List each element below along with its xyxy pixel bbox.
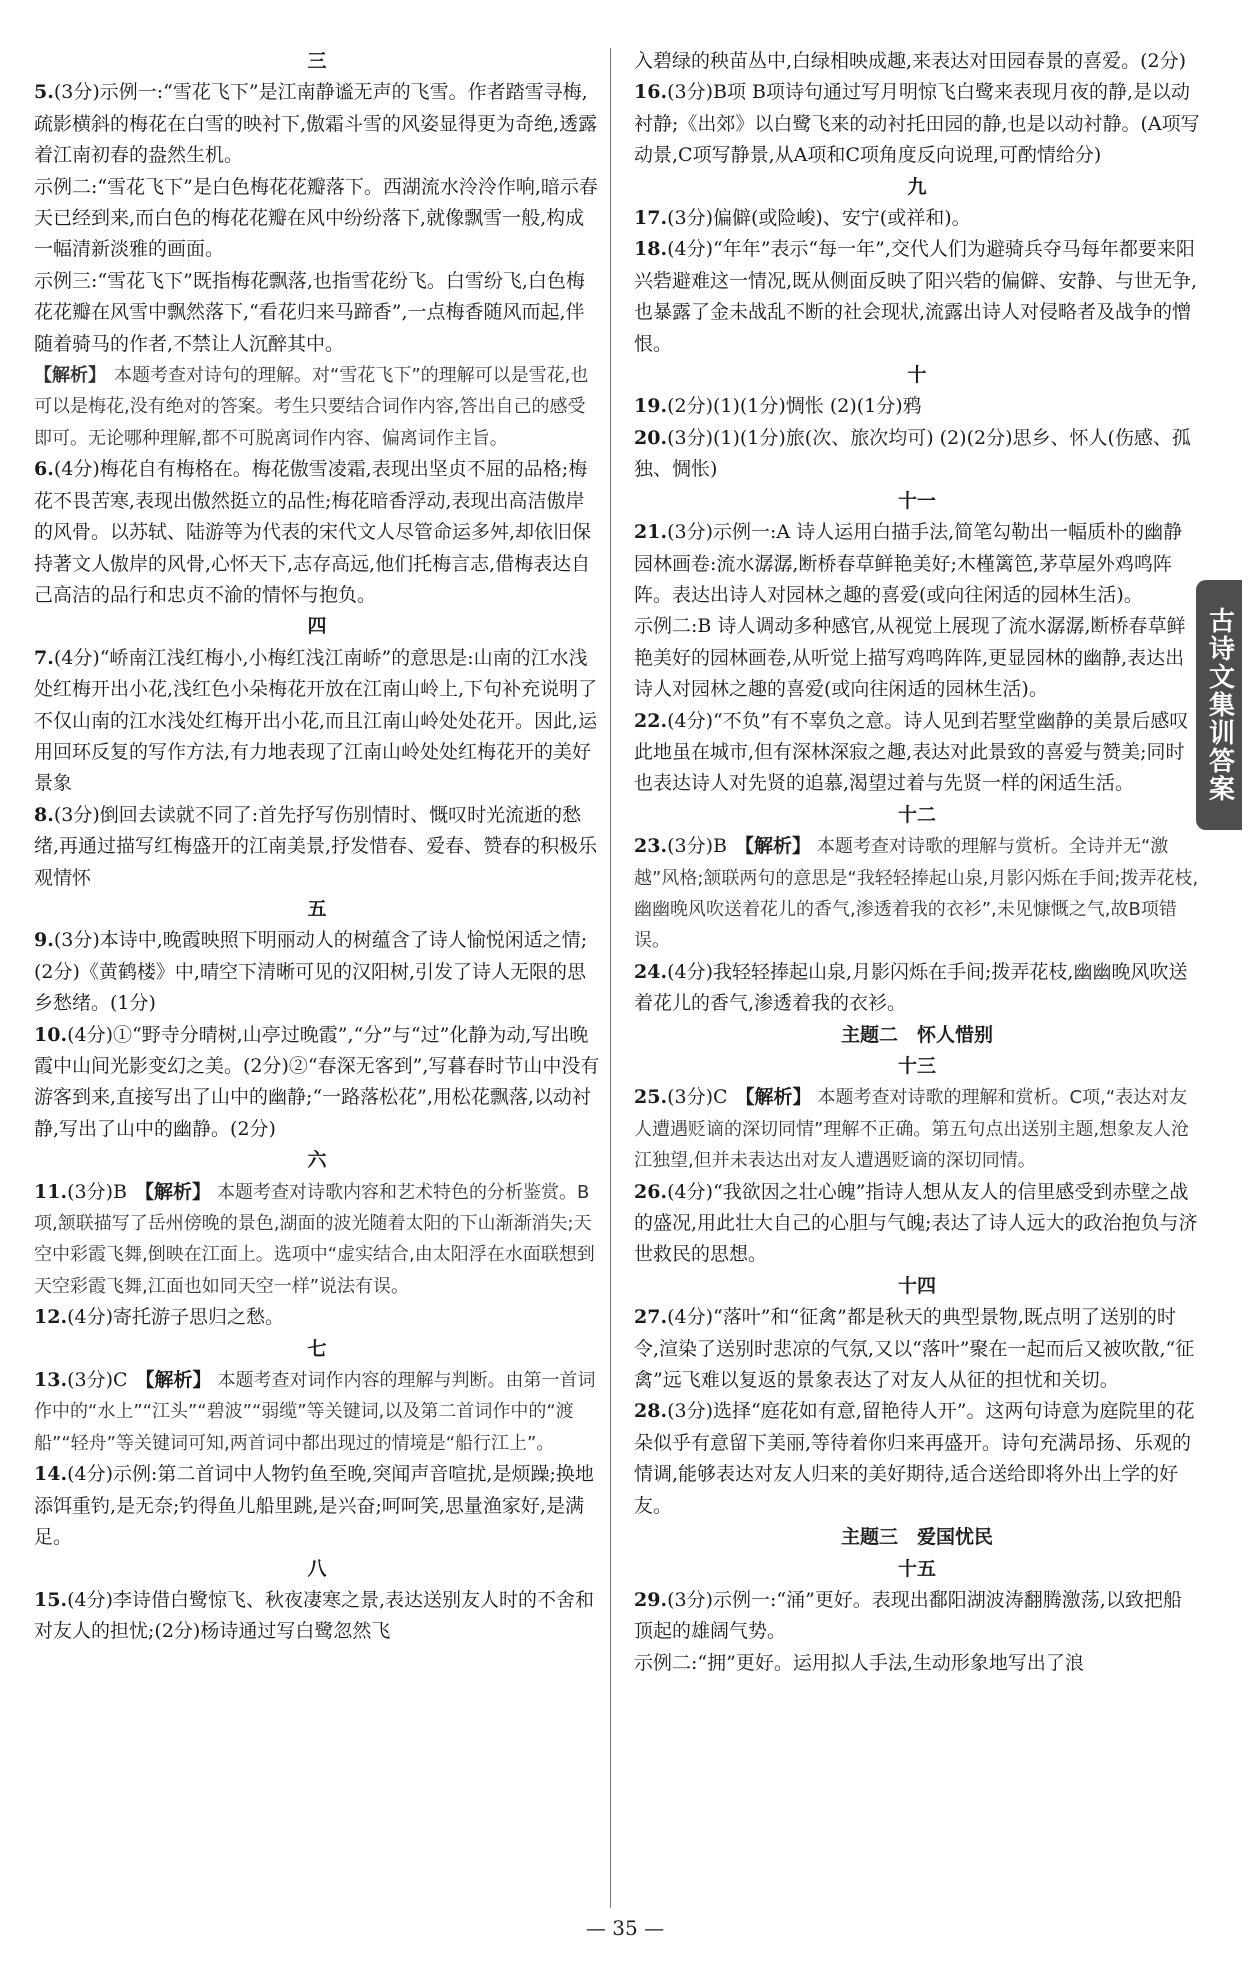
answer-text: (4分)“年年”表示“每一年”,交代人们为避骑兵夺马每年都要来阳兴砦避难这一情况,既从侧面反映了阳兴砦的偏僻、安静、与世无争,也暴露了金未战乱不断的社会现状,流露出诗人对侵略者及战争的憎恨。: [634, 238, 1198, 355]
section-heading: 十二: [897, 803, 936, 826]
section-heading: 十一: [897, 489, 936, 512]
question-number: 8.: [34, 803, 54, 826]
question-number: 26.: [634, 1180, 668, 1203]
section-heading: 十五: [897, 1557, 936, 1580]
question-number: 6.: [34, 458, 54, 481]
answer-text: (3分)本诗中,晚霞映照下明丽动人的树蕴含了诗人愉悦闲适之情;(2分)《黄鹤楼》中,晴空下清晰可见的汉阳树,引发了诗人无限的思乡愁绪。(1分): [34, 929, 588, 1015]
example-paragraph: 示例三:“雪花飞下”既指梅花飘落,也指雪花纷飞。白雪纷飞,白色梅花花瓣在风雪中飘然落下,“看花归来马蹄香”,一点梅香随风而起,伴随着骑马的作者,不禁让人沉醉其中。: [34, 269, 585, 355]
answer-item: [34, 1365, 600, 1459]
analysis-tag: 【解析】: [134, 1180, 211, 1203]
question-number: 25.: [634, 1086, 668, 1109]
question-number: 20.: [634, 426, 668, 449]
section-heading: 十四: [897, 1274, 936, 1297]
answer-item: [634, 1177, 1200, 1271]
section-heading: 主题三 爱国忧民: [840, 1526, 993, 1549]
right-column: [634, 46, 1200, 1679]
answer-item: [34, 1177, 600, 1303]
question-number: 29.: [634, 1588, 668, 1611]
section-heading: 六: [307, 1149, 327, 1172]
answer-text: (4分)“落叶”和“征禽”都是秋天的典型景物,既点明了送别的时令,渲染了送别时悲凉的气氛,又以“落叶”聚在一起而后又被吹散,“征禽”远飞难以复返的景象表达了对友人从征的担忧和关切。: [634, 1306, 1195, 1392]
analysis-tag: 【解析】: [34, 365, 106, 387]
answer-text: (3分)B项 B项诗句通过写月明惊飞白鹭来表现月夜的静,是以动衬静;《出郊》以白鹭飞来的动衬托田园的静,也是以动衬静。(A项写动景,C项写静景,从A项和C项角度反向说理,可酌情给分): [634, 81, 1200, 167]
analysis-tag: 【解析】: [735, 1086, 812, 1109]
column-divider: [610, 48, 611, 1908]
answer-text: (3分)示例一:“涌”更好。表现出鄱阳湖波涛翻腾激荡,以致把船顶起的雄阔气势。: [634, 1588, 1182, 1643]
analysis-text: 本题考查对诗歌内容和艺术特色的分析鉴赏。B项,颔联描写了岳州傍晚的景色,湖面的波光随着太阳的下山渐渐消失;天空中彩霞飞舞,倒映在江面上。选项中“虚实结合,由太阳浮在水面联想到天空彩霞飞舞,江面也如同天空一样”说法有误。: [34, 1181, 595, 1297]
question-number: 28.: [634, 1400, 668, 1423]
analysis-tag: 【解析】: [135, 1369, 212, 1392]
analysis-text: 本题考查对诗句的理解。对“雪花飞下”的理解可以是雪花,也可以是梅花,没有绝对的答案。考生只要结合词作内容,答出自己的感受即可。无论哪种理解,都不可脱离词作内容、偏离词作主旨。: [34, 365, 589, 449]
section-heading: 主题二 怀人惜别: [840, 1023, 993, 1046]
analysis-text: 本题考查对词作内容的理解与判断。由第一首词作中的“水上”“江头”“碧波”“弱缆”等关键词,以及第二首词作中的“渡船”“轻舟”等关键词可知,两首词中都出现过的情境是“船行江上”。: [34, 1370, 596, 1454]
question-number: 11.: [34, 1180, 68, 1203]
question-number: 18.: [634, 238, 668, 261]
answer-text: (3分)偏僻(或险峻)、安宁(或祥和)。: [667, 207, 971, 230]
section-heading: 八: [307, 1557, 327, 1580]
answer-item: [634, 1082, 1200, 1176]
left-column: [34, 46, 600, 1648]
answer-item: [34, 643, 600, 800]
answer-item: [634, 203, 1200, 234]
answer-item: [634, 517, 1200, 611]
section-heading: 五: [307, 897, 327, 920]
answer-text: (4分)①“野寺分晴树,山亭过晚霞”,“分”与“过”化静为动,写出晚霞中山间光影变幻之美。(2分)②“春深无客到”,写暮春时节山中没有游客到来,直接写出了山中的幽静;“一路落松花”,用松花飘落,以动衬静,写出了山中的幽静。(2分): [34, 1023, 600, 1140]
answer-text: (3分)C: [67, 1369, 128, 1392]
question-number: 9.: [34, 929, 54, 952]
question-number: 24.: [634, 960, 668, 983]
answer-text: (4分)李诗借白鹭惊飞、秋夜凄寒之景,表达送别友人时的不舍和对友人的担忧;(2分)杨诗通过写白鹭忽然飞: [34, 1588, 595, 1643]
section-heading: 七: [307, 1337, 327, 1360]
answer-text: (4分)寄托游子思归之愁。: [67, 1306, 284, 1329]
question-number: 13.: [34, 1369, 68, 1392]
question-number: 21.: [634, 521, 668, 544]
answer-text: (4分)示例:第二首词中人物钓鱼至晚,突闻声音喧扰,是烦躁;换地添饵重钓,是无奈;钓得鱼儿船里跳,是兴奋;呵呵笑,思量渔家好,是满足。: [34, 1463, 594, 1549]
analysis-text: 本题考查对诗歌的理解和赏析。C项,“表达对友人遭遇贬谪的深切同情”理解不正确。第五句点出送别主题,想象友人沧江独望,但并未表达出对友人遭遇贬谪的深切同情。: [634, 1087, 1190, 1172]
answer-text: (4分)“不负”有不辜负之意。诗人见到若墅堂幽静的美景后感叹此地虽在城市,但有深林深寂之趣,表达对此景致的喜爱与赞美;同时也表达诗人对先贤的追慕,渴望过着与先贤一样的闲适生活。: [634, 709, 1189, 795]
answer-text: (3分)C: [667, 1086, 728, 1109]
question-number: 22.: [634, 709, 668, 732]
answer-item: [34, 800, 600, 894]
example-paragraph: 示例二:“拥”更好。运用拟人手法,生动形象地写出了浪: [634, 1651, 1084, 1674]
question-number: 23.: [634, 835, 668, 858]
answer-item: [34, 77, 600, 171]
section-heading: 十: [907, 364, 927, 387]
answer-text: (3分)示例一:“雪花飞下”是江南静谧无声的飞雪。作者踏雪寻梅,疏影横斜的梅花在白雪的映衬下,傲霜斗雪的风姿显得更为奇绝,透露着江南初春的盎然生机。: [34, 81, 598, 167]
answer-text: (3分)倒回去读就不同了:首先抒写伤别情时、慨叹时光流逝的愁绪,再通过描写红梅盛开的江南美景,抒发惜春、爱春、赞春的积极乐观情怀: [34, 803, 598, 889]
answer-item: [34, 1585, 600, 1648]
answer-item: [34, 1020, 600, 1146]
question-number: 17.: [634, 207, 668, 230]
question-number: 10.: [34, 1023, 68, 1046]
answer-text: (3分)B: [667, 835, 727, 858]
answer-text: (3分)(1)(1分)旅(次、旅次均可) (2)(2分)思乡、怀人(伤感、孤独、惆怅): [634, 426, 1191, 481]
question-number: 16.: [634, 81, 668, 104]
example-paragraph: 示例二:“雪花飞下”是白色梅花花瓣落下。西湖流水泠泠作响,暗示春天已经到来,而白色的梅花花瓣在风中纷纷落下,就像飘雪一般,构成一幅清新淡雅的画面。: [34, 175, 598, 261]
question-number: 14.: [34, 1463, 68, 1486]
answer-item: [634, 957, 1200, 1020]
question-number: 12.: [34, 1306, 68, 1329]
side-tab-label: 古诗文集训答案: [1196, 580, 1242, 830]
section-heading: 四: [307, 615, 327, 638]
answer-item: [34, 1459, 600, 1553]
answer-text: (4分)“峤南江浅红梅小,小梅红浅江南峤”的意思是:山南的江水浅处红梅开出小花,浅红色小朵梅花开放在江南山岭上,下句补充说明了不仅山南的江水浅处红梅开出小花,而且江南山岭处处花开。因此,运用回环反复的写作方法,有力地表现了江南山岭处处红梅花开的美好景象: [34, 646, 598, 795]
answer-item: [634, 423, 1200, 486]
answer-item: [634, 234, 1200, 360]
answer-text: (4分)“我欲因之壮心魄”指诗人想从友人的信里感受到赤壁之战的盛况,用此壮大自己的心胆与气魄;表达了诗人远大的政治抱负与济世救民的思想。: [634, 1180, 1198, 1266]
answer-text: (4分)梅花自有梅格在。梅花傲雪凌霜,表现出坚贞不屈的品格;梅花不畏苦寒,表现出傲然挺立的品性;梅花暗香浮动,表现出高洁傲岸的风骨。以苏轼、陆游等为代表的宋代文人尽管命运多舛,却依旧保持著文人傲岸的风骨,心怀天下,志存高远,他们托梅言志,借梅表达自己高洁的品行和忠贞不渝的情怀与抱负。: [34, 458, 592, 606]
answer-text: (2分)(1)(1分)惆怅 (2)(1分)鸦: [667, 395, 922, 418]
answer-item: [34, 454, 600, 611]
analysis-paragraph: [34, 360, 600, 454]
answer-item: [634, 1396, 1200, 1522]
question-number: 19.: [634, 395, 668, 418]
section-heading: 三: [307, 50, 327, 72]
question-number: 15.: [34, 1588, 68, 1611]
answer-text: (3分)选择“庭花如有意,留艳待人开”。这两句诗意为庭院里的花朵似乎有意留下美丽,等待着你归来再盛开。诗句充满昂扬、乐观的情调,能够表达对友人归来的美好期待,适合送给即将外出上学的好友。: [634, 1400, 1195, 1517]
answer-item: [634, 706, 1200, 800]
answer-text: (4分)我轻轻捧起山泉,月影闪烁在手间;拨弄花枝,幽幽晚风吹送着花儿的香气,渗透着我的衣衫。: [634, 960, 1188, 1015]
answer-item: [634, 77, 1200, 171]
answer-item: [34, 925, 600, 1019]
answer-item: [634, 391, 1200, 422]
answer-text: (3分)B: [67, 1180, 127, 1203]
example-paragraph: 入碧绿的秧苗丛中,白绿相映成趣,来表达对田园春景的喜爱。(2分): [634, 50, 1186, 72]
question-number: 5.: [34, 81, 54, 104]
answer-item: [634, 831, 1200, 957]
section-heading: 十三: [897, 1055, 936, 1077]
page-number: — 35 —: [585, 1916, 665, 1940]
answer-item: [34, 1302, 600, 1333]
answer-text: (3分)示例一:A 诗人运用白描手法,简笔勾勒出一幅质朴的幽静园林画卷:流水潺潺,断桥春草鲜艳美好;木槿篱笆,茅草屋外鸡鸣阵阵。表达出诗人对园林之趣的喜爱(或向往闲适的园林生活)。: [634, 521, 1183, 606]
analysis-tag: 【解析】: [734, 835, 811, 858]
question-number: 27.: [634, 1306, 668, 1329]
answer-item: [634, 1302, 1200, 1396]
answer-item: [634, 1585, 1200, 1648]
section-heading: 九: [907, 175, 927, 198]
question-number: 7.: [34, 646, 54, 669]
analysis-text: 本题考查对诗歌的理解与赏析。全诗并无“激越”风格;颔联两句的意思是“我轻轻捧起山泉,月影闪烁在手间;拨弄花枝,幽幽晚风吹送着花儿的香气,渗透着我的衣衫”,未见慷慨之气,故B项错误。: [634, 836, 1199, 952]
example-paragraph: 示例二:B 诗人调动多种感官,从视觉上展现了流水潺潺,断桥春草鲜艳美好的园林画卷,从听觉上描写鸡鸣阵阵,更显园林的幽静,表达出诗人对园林之趣的喜爱(或向往闲适的园林生活)。: [634, 615, 1186, 701]
